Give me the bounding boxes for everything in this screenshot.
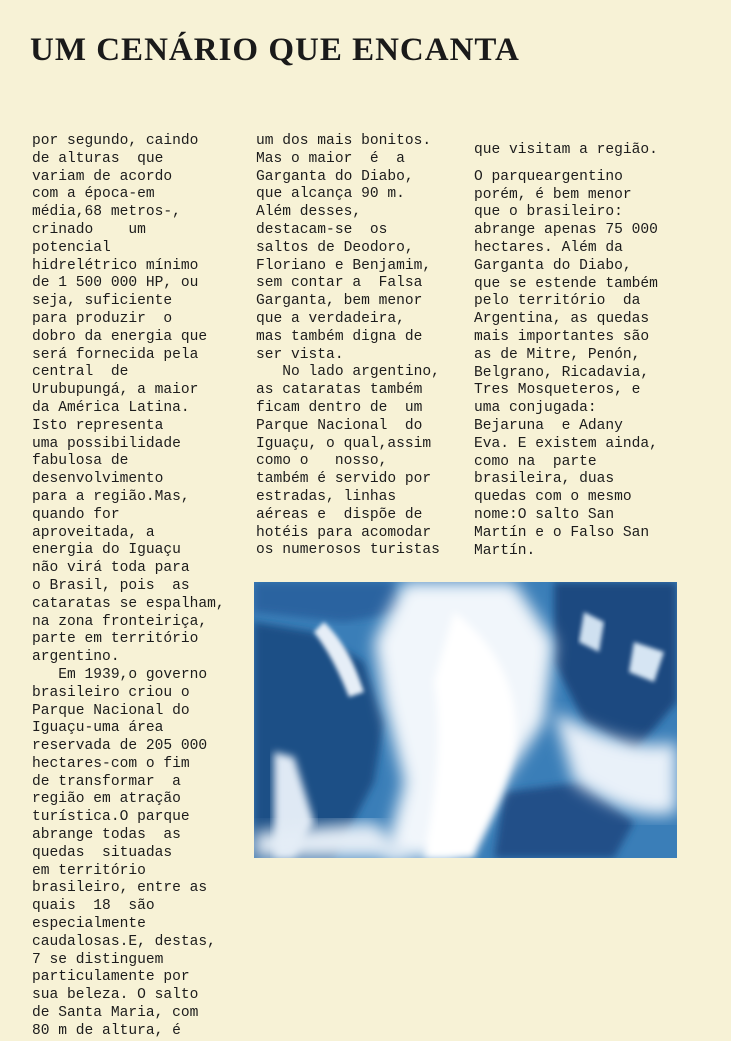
- text-line: com a época-em: [32, 186, 155, 203]
- text-line: 80 m de altura, é: [32, 1022, 181, 1039]
- text-line: Garganta, bem menor: [256, 293, 423, 310]
- text-line: fabulosa de: [32, 453, 129, 470]
- text-line: Martín.: [474, 542, 536, 559]
- text-line: região em atração: [32, 791, 181, 808]
- text-line: para produzir o: [32, 310, 173, 327]
- text-line: os numerosos turistas: [256, 542, 440, 559]
- text-line: potencial: [32, 239, 111, 256]
- text-line: também é servido por: [256, 471, 432, 488]
- text-line: aéreas e dispõe de: [256, 506, 423, 523]
- text-line: como na parte: [474, 453, 597, 470]
- text-line: não virá toda para: [32, 560, 190, 577]
- text-line: para a região.Mas,: [32, 488, 190, 505]
- text-line: saltos de Deodoro,: [256, 239, 414, 256]
- text-line: variam de acordo: [32, 168, 173, 185]
- text-column-2: [256, 133, 440, 560]
- text-line: Mas o maior é a: [256, 150, 405, 167]
- text-column-3-paragraph: [474, 169, 658, 561]
- text-line: de alturas que: [32, 150, 164, 167]
- text-line: Iguaçu, o qual,assim: [256, 435, 432, 452]
- text-line: O parqueargentino: [474, 168, 623, 185]
- text-line: hectares-com o fim: [32, 755, 190, 772]
- text-line: as cataratas também: [256, 382, 423, 399]
- text-line: reservada de 205 000: [32, 738, 208, 755]
- text-line: de Santa Maria, com: [32, 1005, 199, 1022]
- text-line: Tres Mosqueteros, e: [474, 382, 641, 399]
- text-line: argentino.: [32, 649, 120, 666]
- page-title: UM CENÁRIO QUE ENCANTA: [30, 32, 520, 68]
- text-line: estradas, linhas: [256, 488, 397, 505]
- text-line: porém, é bem menor: [474, 186, 632, 203]
- text-line: uma conjugada:: [474, 400, 597, 417]
- text-line: que se estende também: [474, 275, 658, 292]
- text-line: turística.O parque: [32, 809, 190, 826]
- text-line: abrange todas as: [32, 827, 181, 844]
- text-line: aproveitada, a: [32, 524, 155, 541]
- text-line: média,68 metros-,: [32, 204, 181, 221]
- text-line: No lado argentino,: [256, 364, 440, 381]
- text-line: abrange apenas 75 000: [474, 222, 658, 239]
- text-line: quando for: [32, 506, 120, 523]
- text-line: Floriano e Benjamim,: [256, 257, 432, 274]
- text-line: Parque Nacional do: [256, 417, 423, 434]
- text-line: que a verdadeira,: [256, 310, 405, 327]
- text-line: Garganta do Diabo,: [256, 168, 414, 185]
- text-line: hidrelétrico mínimo: [32, 257, 199, 274]
- text-line: seja, suficiente: [32, 293, 173, 310]
- text-line: Argentina, as quedas: [474, 311, 650, 328]
- text-line: hectares. Além da: [474, 239, 623, 256]
- text-line: que o brasileiro:: [474, 204, 623, 221]
- text-line: como o nosso,: [256, 453, 388, 470]
- text-line: Eva. E existem ainda,: [474, 435, 658, 452]
- text-column-3: [474, 142, 658, 560]
- text-line: caudalosas.E, destas,: [32, 933, 216, 950]
- text-line: de transformar a: [32, 773, 181, 790]
- text-line: uma possibilidade: [32, 435, 181, 452]
- text-line: 7 se distinguem: [32, 951, 164, 968]
- text-line: Belgrano, Ricadavia,: [474, 364, 650, 381]
- waterfall-photo: [254, 582, 677, 858]
- text-line: dobro da energia que: [32, 328, 208, 345]
- text-line: ficam dentro de um: [256, 399, 423, 416]
- text-line: Parque Nacional do: [32, 702, 190, 719]
- text-line: nome:O salto San: [474, 506, 615, 523]
- text-line: em território: [32, 862, 146, 879]
- text-column-1: [32, 133, 225, 1041]
- text-line: Iguaçu-uma área: [32, 720, 164, 737]
- text-line: por segundo, caindo: [32, 133, 199, 149]
- text-line: Garganta do Diabo,: [474, 257, 632, 274]
- text-line: Em 1939,o governo: [32, 666, 208, 683]
- text-line: brasileira, duas: [474, 471, 615, 488]
- text-line: um dos mais bonitos.: [256, 133, 432, 149]
- text-line: mais importantes são: [474, 328, 650, 345]
- text-line: Urubupungá, a maior: [32, 382, 199, 399]
- text-line: as de Mitre, Penón,: [474, 346, 641, 363]
- text-line: o Brasil, pois as: [32, 577, 190, 594]
- text-line: Bejaruna e Adany: [474, 417, 623, 434]
- text-line: de 1 500 000 HP, ou: [32, 275, 199, 292]
- text-line: destacam-se os: [256, 221, 388, 238]
- text-line: cataratas se espalham,: [32, 595, 225, 612]
- text-line: brasileiro, entre as: [32, 880, 208, 897]
- text-line: especialmente: [32, 916, 146, 933]
- text-line: pelo território da: [474, 293, 641, 310]
- text-line: central de: [32, 364, 129, 381]
- text-line: Martín e o Falso San: [474, 524, 650, 541]
- text-line: brasileiro criou o: [32, 684, 190, 701]
- text-line: sua beleza. O salto: [32, 987, 199, 1004]
- text-line: sem contar a Falsa: [256, 275, 423, 292]
- text-line: mas também digna de: [256, 328, 423, 345]
- text-line: crinado um: [32, 221, 146, 238]
- text-line: que alcança 90 m.: [256, 186, 405, 203]
- text-line: desenvolvimento: [32, 471, 164, 488]
- text-line: quedas situadas: [32, 844, 173, 861]
- text-line: será fornecida pela: [32, 346, 199, 363]
- text-line: Isto representa: [32, 417, 164, 434]
- text-line: quais 18 são: [32, 898, 155, 915]
- text-column-3-continuation: [474, 142, 658, 160]
- text-line: da América Latina.: [32, 399, 190, 416]
- text-line: quedas com o mesmo: [474, 489, 632, 506]
- text-line: parte em território: [32, 631, 199, 648]
- text-line: Além desses,: [256, 204, 362, 221]
- text-line: hotéis para acomodar: [256, 524, 432, 541]
- text-line: que visitam a região.: [474, 142, 658, 158]
- text-line: na zona fronteiriça,: [32, 613, 208, 630]
- text-line: energia do Iguaçu: [32, 542, 181, 559]
- text-line: particulamente por: [32, 969, 190, 986]
- text-line: ser vista.: [256, 346, 344, 363]
